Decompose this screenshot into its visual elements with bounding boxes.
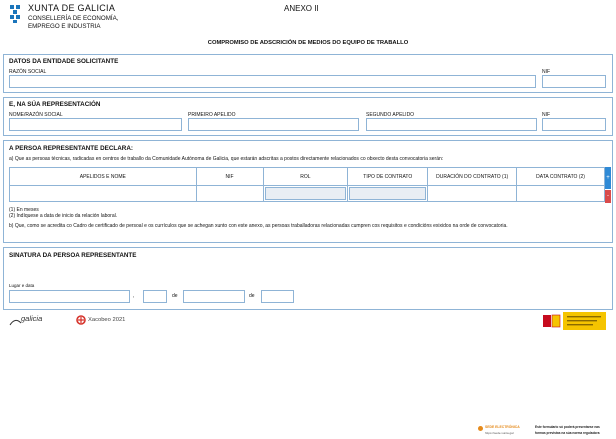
annex-label: ANEXO II xyxy=(284,4,319,13)
tipo-contrato-cell[interactable] xyxy=(348,186,428,202)
sede-note-1: Este formulario só poderá presentarse nas xyxy=(535,425,600,429)
government-of-spain-logo xyxy=(540,312,606,330)
first-surname-input[interactable] xyxy=(188,118,359,131)
representative-nif-input[interactable] xyxy=(542,118,606,131)
comma-separator: , xyxy=(133,293,135,299)
duracion-contrato-cell[interactable] xyxy=(428,186,517,202)
table-row xyxy=(10,186,605,202)
razon-social-input[interactable] xyxy=(9,75,536,88)
footnote-1: (1) En meses xyxy=(9,207,39,213)
dept-line-1: CONSELLERÍA DE ECONOMÍA, xyxy=(28,15,119,22)
place-input[interactable] xyxy=(9,290,130,303)
footnote-2: (2) Indíquese a data de inicio da relación laboral. xyxy=(9,213,118,219)
rol-cell[interactable] xyxy=(263,186,348,202)
tipo-contrato-select[interactable] xyxy=(349,187,426,200)
applicant-section-title: DATOS DA ENTIDADE SOLICITANTE xyxy=(9,58,119,65)
col-tipo-contrato: TIPO DE CONTRATO xyxy=(348,168,428,186)
nif-cell[interactable] xyxy=(196,186,263,202)
add-row-button[interactable] xyxy=(605,167,611,189)
declaration-section-title: A PERSOA REPRESENTANTE DECLARA: xyxy=(9,145,133,152)
de-label-1: de xyxy=(172,293,178,299)
name-input[interactable] xyxy=(9,118,182,131)
name-label: NOME/RAZÓN SOCIAL xyxy=(9,112,63,118)
representation-section-title: E, NA SÚA REPRESENTACIÓN xyxy=(9,101,101,108)
applicant-nif-label: NIF xyxy=(542,69,551,75)
sede-note-2: formas previstas na súa norma reguladora xyxy=(535,431,600,435)
add-row-label: + xyxy=(606,175,610,181)
xunta-logo xyxy=(8,4,22,24)
dept-line-2: EMPREGO E INDUSTRIA xyxy=(28,23,101,30)
spain-coat-of-arms-icon xyxy=(540,312,606,330)
col-duracion-contrato: DURACIÓN DO CONTRATO (1) xyxy=(428,168,517,186)
remove-row-button[interactable] xyxy=(605,190,611,203)
xacobeo-text: Xacobeo 2021 xyxy=(88,317,126,323)
apelidos-nome-cell[interactable] xyxy=(10,186,197,202)
sede-electronica xyxy=(478,424,612,437)
data-contrato-cell[interactable] xyxy=(517,186,605,202)
day-input[interactable] xyxy=(143,290,167,303)
col-apelidos-nome: APELIDOS E NOME xyxy=(10,168,197,186)
staff-table xyxy=(9,167,605,202)
col-rol: ROL xyxy=(263,168,348,186)
galicia-logo-text: galicia xyxy=(21,314,43,323)
first-surname-label: PRIMEIRO APELIDO xyxy=(188,112,236,118)
remove-row-label: - xyxy=(607,193,609,199)
rol-select[interactable] xyxy=(265,187,347,200)
sede-url[interactable]: https://sede.xunta.gal xyxy=(485,431,514,435)
sede-icon xyxy=(478,426,483,431)
declaration-paragraph-a: a) Que as persoas técnicas, radicadas en centros de traballo da Comunidade Autónoma de Galicia, que estarán adscritas a postos directamente relacionados co obxecto desta convocatoria serán: xyxy=(9,156,444,162)
galicia-logo xyxy=(9,314,49,326)
razon-social-label: RAZÓN SOCIAL xyxy=(9,69,47,75)
staff-table-header xyxy=(10,168,605,186)
place-date-label: Lugar e data xyxy=(9,283,35,288)
applicant-nif-input[interactable] xyxy=(542,75,606,88)
sede-label: SEDE ELECTRÓNICA xyxy=(485,425,520,429)
xacobeo-icon xyxy=(76,315,86,325)
year-input[interactable] xyxy=(261,290,294,303)
declaration-paragraph-b: b) Que, como se acredita co Cadro de certificado de persoal e os currículos que se achegan xunto con este anexo, as persoas traballadoras relacionadas cumpren cos requisitos e condicións exixidos na orde de convocatoria. xyxy=(9,223,508,229)
org-name: XUNTA DE GALICIA xyxy=(28,3,116,13)
second-surname-input[interactable] xyxy=(366,118,537,131)
second-surname-label: SEGUNDO APELIDO xyxy=(366,112,415,118)
signature-section-title: SINATURA DA PERSOA REPRESENTANTE xyxy=(9,252,137,259)
month-input[interactable] xyxy=(183,290,245,303)
col-data-contrato: DATA CONTRATO (2) xyxy=(517,168,605,186)
col-nif: NIF xyxy=(196,168,263,186)
de-label-2: de xyxy=(249,293,255,299)
representative-nif-label: NIF xyxy=(542,112,551,118)
document-title: COMPROMISO DE ADSCRICIÓN DE MEDIOS DO EQUIPO DE TRABALLO xyxy=(207,40,409,46)
